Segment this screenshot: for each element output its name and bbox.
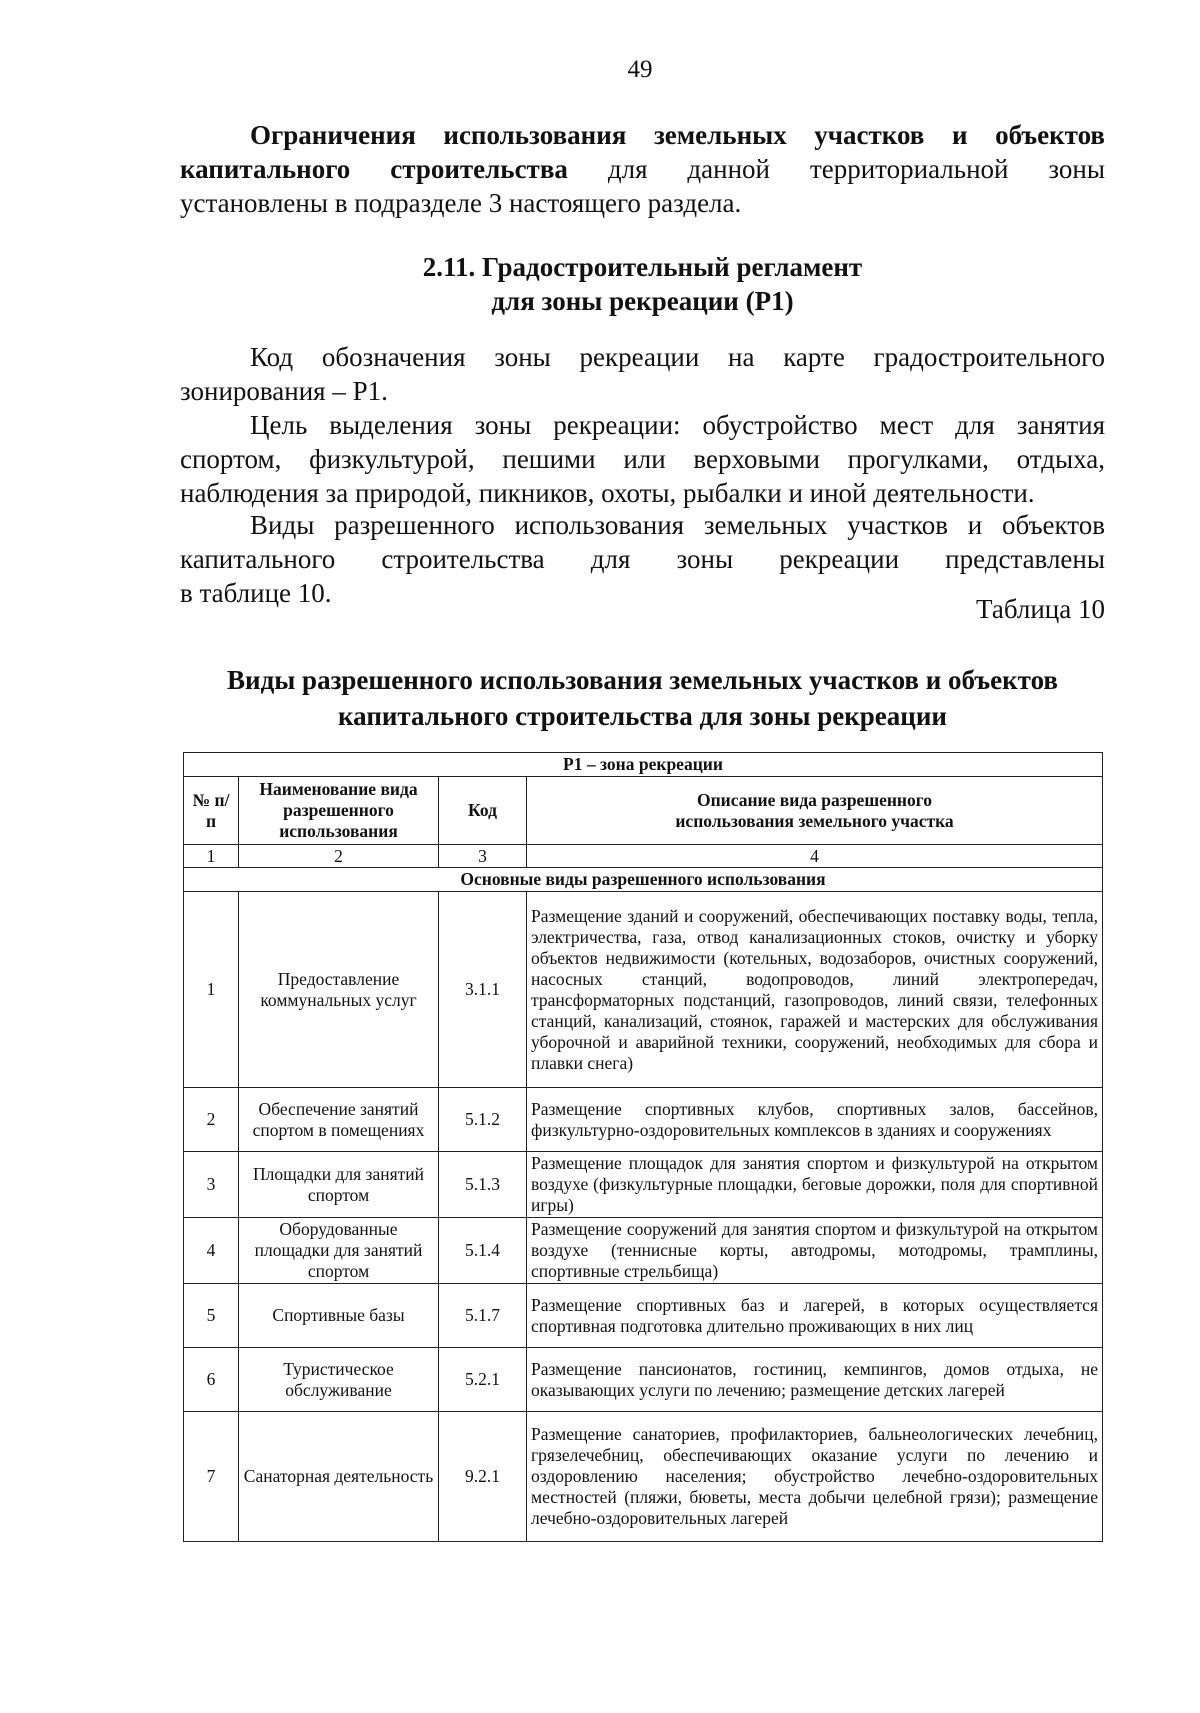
row-name: Площадки для занятий спортом: [239, 1152, 439, 1218]
paragraph-usage-types: [180, 508, 1105, 610]
row-name: Спортивные базы: [239, 1284, 439, 1348]
column-number: 3: [439, 845, 527, 868]
header-num: № п/п: [184, 777, 239, 845]
row-code: 9.2.1: [439, 1412, 527, 1542]
row-code: 5.1.4: [439, 1218, 527, 1284]
p2-line-1: Цель выделения зоны рекреации: обустройство мест для занятия: [250, 410, 1105, 440]
row-code: 5.1.3: [439, 1152, 527, 1218]
section-title-line-1: 2.11. Градостроительный регламент: [422, 252, 863, 282]
table-row: [184, 1088, 1103, 1152]
usage-types-table: [183, 752, 1103, 1542]
row-num: 6: [184, 1348, 239, 1412]
table-title-line-1: Виды разрешенного использования земельных участков и объектов: [227, 665, 1058, 695]
row-description: Размещение спортивных баз и лагерей, в которых осуществляется спортивная подготовка длительно проживающих в них лиц: [527, 1284, 1103, 1348]
row-num: 7: [184, 1412, 239, 1542]
page-number: 49: [627, 56, 653, 83]
column-number: 2: [239, 845, 439, 868]
paragraph-zone-code: [180, 340, 1105, 408]
header-description: Описание вида разрешенного использования земельного участка: [527, 777, 1103, 845]
header-name: Наименование вида разрешенного использования: [239, 777, 439, 845]
p1-line-2: зонирования – Р1.: [180, 376, 388, 406]
p2-line-3: наблюдения за природой, пикников, охоты, рыбалки и иной деятельности.: [180, 478, 1035, 508]
row-name: Обеспечение занятий спортом в помещениях: [239, 1088, 439, 1152]
p2-line-2: спортом, физкультурой, пешими или верховыми прогулками, отдыха,: [180, 444, 1105, 474]
row-code: 5.1.2: [439, 1088, 527, 1152]
row-code: 3.1.1: [439, 892, 527, 1088]
intro-line-2-rest: для данной территориальной зоны: [607, 154, 1106, 184]
row-description: Размещение санаториев, профилакториев, бальнеологических лечебниц, грязелечебниц, обеспечивающих оказание услуги по лечению и оздоровлению населения; обустройство лечебно-оздоровительных местностей (пляжи, бюветы, места добычи целебной грязи); размещение лечебно-оздоровительных лагерей: [527, 1412, 1103, 1542]
p3-line-3: в таблице 10.: [180, 578, 332, 608]
column-number-row: [184, 845, 1103, 868]
row-num: 3: [184, 1152, 239, 1218]
row-description: Размещение пансионатов, гостиниц, кемпингов, домов отдыха, не оказывающих услуги по лечению; размещение детских лагерей: [527, 1348, 1103, 1412]
intro-line-3: установлены в подразделе 3 настоящего раздела.: [180, 188, 742, 218]
row-name: Предоставление коммунальных услуг: [239, 892, 439, 1088]
zone-header: Р1 – зона рекреации: [184, 753, 1103, 777]
table-title: [180, 662, 1105, 734]
p1-line-1: Код обозначения зоны рекреации на карте градостроительного: [250, 342, 1105, 372]
intro-line-2: [180, 152, 1105, 186]
column-number: 4: [527, 845, 1103, 868]
table-row: [184, 892, 1103, 1088]
row-num: 1: [184, 892, 239, 1088]
paragraph-zone-purpose: [180, 408, 1105, 510]
row-name: Туристическое обслуживание: [239, 1348, 439, 1412]
table-title-line-2: капитального строительства для зоны рекреации: [338, 701, 947, 731]
row-code: 5.1.7: [439, 1284, 527, 1348]
row-description: Размещение спортивных клубов, спортивных залов, бассейнов, физкультурно-оздоровительных комплексов в зданиях и сооружениях: [527, 1088, 1103, 1152]
row-description: Размещение площадок для занятия спортом и физкультурой на открытом воздухе (физкультурные площадки, беговые дорожки, поля для спортивной игры): [527, 1152, 1103, 1218]
section-title: [180, 250, 1105, 318]
table-row: [184, 1284, 1103, 1348]
row-num: 4: [184, 1218, 239, 1284]
intro-line-2-bold: капитального строительства: [180, 154, 568, 184]
table-row: [184, 1218, 1103, 1284]
row-name: Санаторная деятельность: [239, 1412, 439, 1542]
table-caption: Таблица 10: [976, 594, 1105, 624]
p3-line-1: Виды разрешенного использования земельных участков и объектов: [250, 510, 1105, 540]
row-num: 5: [184, 1284, 239, 1348]
table-row: [184, 1348, 1103, 1412]
header-code: Код: [439, 777, 527, 845]
group-row: [184, 868, 1103, 892]
row-name: Оборудованные площадки для занятий спортом: [239, 1218, 439, 1284]
row-num: 2: [184, 1088, 239, 1152]
zone-header-row: [184, 753, 1103, 777]
column-number: 1: [184, 845, 239, 868]
row-description: Размещение зданий и сооружений, обеспечивающих поставку воды, тепла, электричества, газа, отвод канализационных стоков, очистку и уборку объектов недвижимости (котельных, водозаборов, очистных сооружений, насосных станций, водопроводов, линий электропередач, трансформаторных подстанций, газопроводов, линий связи, телефонных станций, канализаций, стоянок, гаражей и мастерских для обслуживания уборочной и аварийной техники, сооружений, необходимых для сбора и плавки снега): [527, 892, 1103, 1088]
row-code: 5.2.1: [439, 1348, 527, 1412]
column-header-row: [184, 777, 1103, 845]
intro-paragraph: [180, 118, 1105, 220]
p3-line-2: капитального строительства для зоны рекреации представлены: [180, 544, 1105, 574]
section-title-line-2: для зоны рекреации (Р1): [491, 286, 794, 316]
row-description: Размещение сооружений для занятия спортом и физкультурой на открытом воздухе (теннисные корты, автодромы, мотодромы, трамплины, спортивные стрельбища): [527, 1218, 1103, 1284]
intro-line-1: Ограничения использования земельных участков и объектов: [250, 120, 1105, 150]
table-row: [184, 1412, 1103, 1542]
table-row: [184, 1152, 1103, 1218]
group-label: Основные виды разрешенного использования: [184, 868, 1103, 892]
